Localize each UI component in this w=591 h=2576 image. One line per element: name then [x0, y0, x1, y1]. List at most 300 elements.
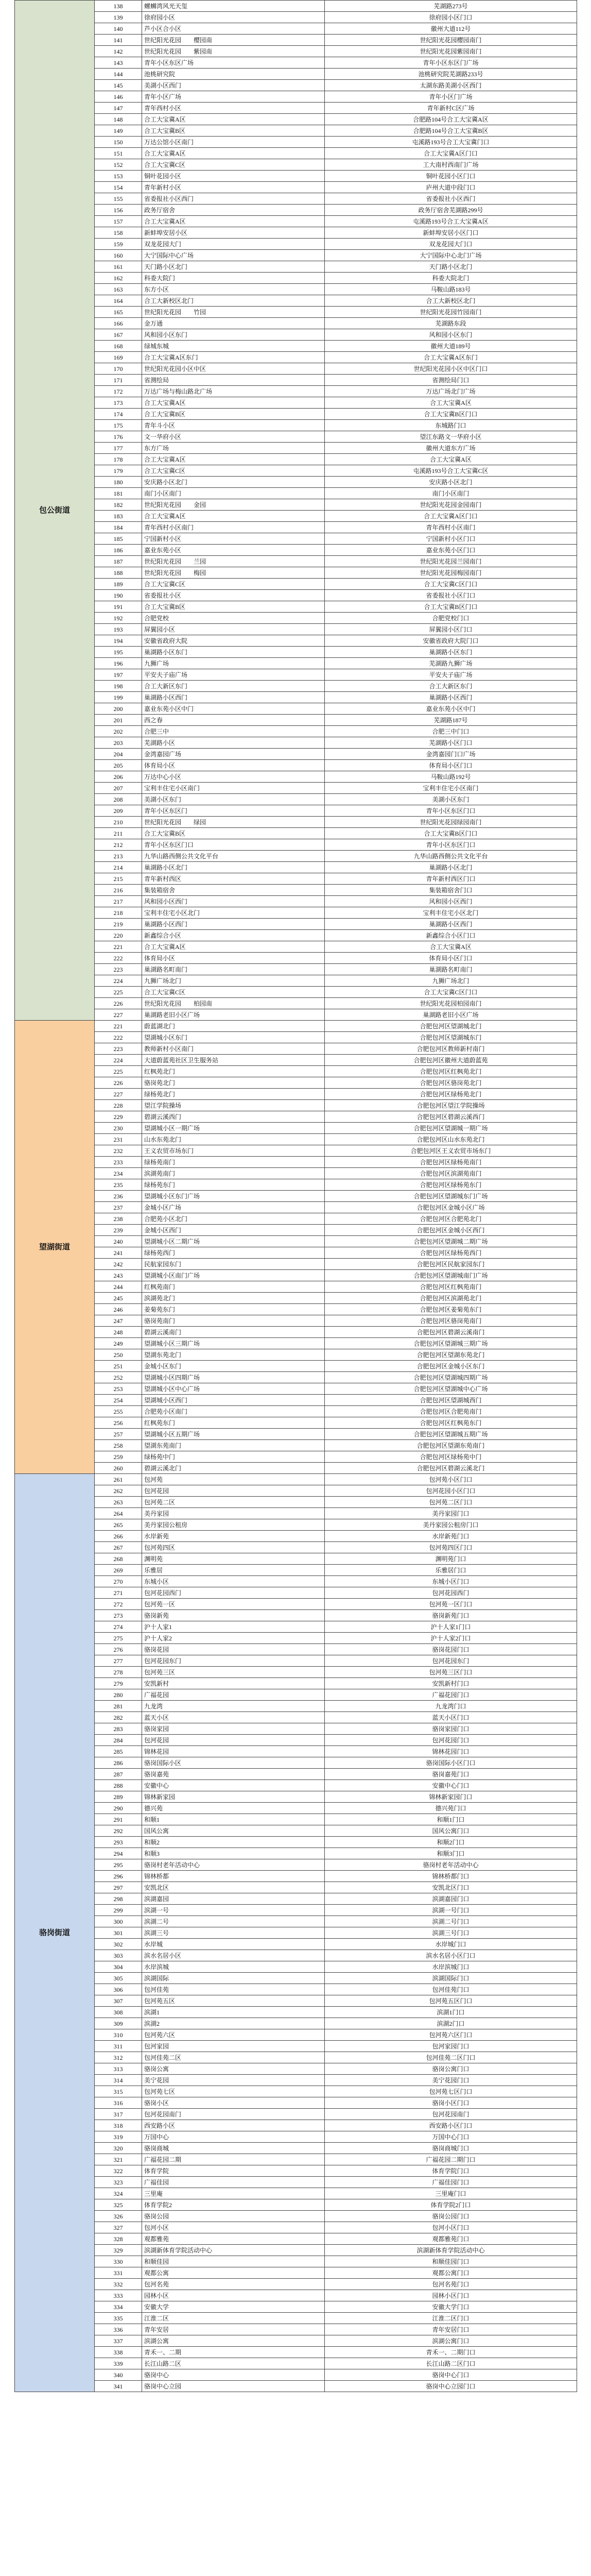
table-row [15, 2177, 577, 2188]
table-row [15, 341, 577, 352]
row-number: 293 [95, 1837, 142, 1848]
table-row [15, 2222, 577, 2233]
row-number: 300 [95, 1916, 142, 1927]
site-location: 宝利丰住宅小区北门 [325, 907, 577, 919]
table-row [15, 1531, 577, 1542]
site-location: 合肥三中门口 [325, 726, 577, 737]
table-row [15, 975, 577, 987]
site-location: 庐州大道中段门口 [325, 182, 577, 193]
table-row [15, 851, 577, 862]
site-name: 合工大宝冀B区 [142, 828, 325, 839]
table-row [15, 1123, 577, 1134]
site-name: 碧湖云溪南门 [142, 1327, 325, 1338]
table-row [15, 1157, 577, 1168]
row-number: 333 [95, 2290, 142, 2301]
site-location: 合肥包河区滨湖苑北门 [325, 1293, 577, 1304]
row-number: 232 [95, 1145, 142, 1157]
site-name: 江淮二区 [142, 2313, 325, 2324]
site-name: 王义农贸市场东门 [142, 1145, 325, 1157]
row-number: 206 [95, 771, 142, 783]
table-row [15, 397, 577, 409]
table-row [15, 1769, 577, 1780]
row-number: 236 [95, 1191, 142, 1202]
site-name: 巢湖路老旧小区广场 [142, 1009, 325, 1021]
table-row [15, 1871, 577, 1882]
table-row [15, 545, 577, 556]
table-row [15, 2188, 577, 2199]
site-name: 望湖城小区东门 [142, 1032, 325, 1043]
row-number: 244 [95, 1281, 142, 1293]
table-row [15, 1655, 577, 1667]
table-row [15, 1429, 577, 1440]
row-number: 213 [95, 851, 142, 862]
table-row [15, 2358, 577, 2369]
site-location: 合工大新区东门 [325, 681, 577, 692]
site-name: 世纪阳光花园 梅园 [142, 567, 325, 579]
site-location: 万国中心门口 [325, 2131, 577, 2143]
site-name: 骆岗中心 [142, 2369, 325, 2381]
site-name: 双龙花园大门 [142, 239, 325, 250]
site-location: 合肥包河区绿杨苑北门 [325, 1089, 577, 1100]
site-location: 安徽大学门口 [325, 2301, 577, 2313]
row-number: 248 [95, 1327, 142, 1338]
row-number: 283 [95, 1723, 142, 1735]
table-row [15, 749, 577, 760]
table-row [15, 1950, 577, 1961]
site-location: 世纪阳光花园兰园南门 [325, 556, 577, 567]
row-number: 143 [95, 57, 142, 69]
row-number: 209 [95, 805, 142, 817]
site-location: 合肥包河区望湖城五期广场 [325, 1429, 577, 1440]
site-location: 滨湖三号门口 [325, 1927, 577, 1939]
table-row [15, 148, 577, 159]
site-name: 碧湖云溪北门 [142, 1463, 325, 1474]
site-name: 东城小区 [142, 1576, 325, 1587]
site-name: 骆岗商城 [142, 2143, 325, 2154]
row-number: 190 [95, 590, 142, 601]
site-location: 美宁花园门口 [325, 2075, 577, 2086]
site-name: 骆岗公园 [142, 2211, 325, 2222]
site-location: 安庆路小区北门 [325, 477, 577, 488]
site-location: 安凯北区门口 [325, 1882, 577, 1893]
site-location: 骆岗村老年活动中心 [325, 1859, 577, 1871]
site-name: 包河花园南门 [142, 2109, 325, 2120]
site-name: 滨湖三号 [142, 1927, 325, 1939]
site-location: 世纪阳光花园樱园南门 [325, 35, 577, 46]
site-location: 合肥包河区望湖东苑北门 [325, 1349, 577, 1361]
row-number: 181 [95, 488, 142, 499]
site-location: 九龙湾门口 [325, 1701, 577, 1712]
row-number: 199 [95, 692, 142, 703]
site-name: 新鑫综合小区 [142, 930, 325, 941]
row-number: 336 [95, 2324, 142, 2335]
site-name: 世纪阳光花园 竹园 [142, 307, 325, 318]
row-number: 201 [95, 715, 142, 726]
site-location: 合工大新校区北门 [325, 295, 577, 307]
site-name: 滨湖苑北门 [142, 1293, 325, 1304]
site-location: 合肥包河区望湖东苑南门 [325, 1440, 577, 1451]
table-row [15, 1315, 577, 1327]
site-name: 体育学院 [142, 2165, 325, 2177]
table-row [15, 601, 577, 613]
site-name: 万达中心小区 [142, 771, 325, 783]
site-name: 合工大宝冀A区 [142, 454, 325, 465]
row-number: 142 [95, 46, 142, 57]
site-location: 合肥包河区碧湖云溪南门 [325, 1327, 577, 1338]
table-row [15, 2245, 577, 2256]
site-location: 合工大宝冀B区门口 [325, 828, 577, 839]
site-name: 九龙湾 [142, 1701, 325, 1712]
table-row [15, 2313, 577, 2324]
site-location: 巢湖路老旧小区广场 [325, 1009, 577, 1021]
site-name: 合工大宝冀A区 [142, 511, 325, 522]
site-location: 天门路小区北门 [325, 261, 577, 273]
row-number: 334 [95, 2301, 142, 2313]
row-number: 228 [95, 1100, 142, 1111]
table-row [15, 171, 577, 182]
site-location: 包河名苑门口 [325, 2279, 577, 2290]
site-location: 合肥包河区望湖城南门广场 [325, 1270, 577, 1281]
site-name: 和顺3 [142, 1848, 325, 1859]
site-name: 巢湖路小区西门 [142, 919, 325, 930]
site-name: 长江山路二区 [142, 2358, 325, 2369]
site-location: 合工大宝冀A区 [325, 454, 577, 465]
table-row [15, 454, 577, 465]
row-number: 249 [95, 1338, 142, 1349]
site-location: 合肥包河区王义农贸市场东门 [325, 1145, 577, 1157]
site-location: 嘉业东苑小区中门 [325, 703, 577, 715]
site-name: 红枫苑东门 [142, 1417, 325, 1429]
table-row [15, 1270, 577, 1281]
site-name: 沪十人家1 [142, 1621, 325, 1633]
row-number: 158 [95, 227, 142, 239]
table-row [15, 839, 577, 851]
row-number: 186 [95, 545, 142, 556]
table-row [15, 205, 577, 216]
site-name: 蔚蓝湖北门 [142, 1021, 325, 1032]
site-location: 锦林花园门口 [325, 1746, 577, 1757]
row-number: 255 [95, 1406, 142, 1417]
row-number: 305 [95, 1973, 142, 1984]
row-number: 263 [95, 1497, 142, 1508]
row-number: 152 [95, 159, 142, 171]
site-location: 九华山路西侧公共文化平台 [325, 851, 577, 862]
table-row [15, 1633, 577, 1644]
site-name: 金城小区东门 [142, 1361, 325, 1372]
table-row [15, 182, 577, 193]
site-location: 和顺佳园门口 [325, 2256, 577, 2267]
row-number: 189 [95, 579, 142, 590]
table-row [15, 885, 577, 896]
site-name: 合工大宝冀C区 [142, 159, 325, 171]
site-location: 合肥包河区绿杨苑南门 [325, 1157, 577, 1168]
site-location: 合肥包河区望湖城东门 [325, 1032, 577, 1043]
site-location: 合肥包河区红枫苑东门 [325, 1417, 577, 1429]
table-row [15, 1179, 577, 1191]
site-name: 包河苑 [142, 1474, 325, 1485]
row-number: 175 [95, 420, 142, 431]
site-location: 合肥包河区望湖城北门 [325, 1021, 577, 1032]
site-location: 合工大宝冀A区 [325, 941, 577, 953]
row-number: 266 [95, 1531, 142, 1542]
row-number: 167 [95, 329, 142, 341]
table-row [15, 352, 577, 363]
table-row [15, 703, 577, 715]
row-number: 180 [95, 477, 142, 488]
site-name: 望湖城小区西门 [142, 1395, 325, 1406]
site-name: 西安路小区 [142, 2120, 325, 2131]
row-number: 337 [95, 2335, 142, 2347]
site-name: 金城小区广场 [142, 1202, 325, 1213]
site-name: 包河花园 [142, 1485, 325, 1497]
site-name: 青年小区东区门 [142, 805, 325, 817]
site-name: 屏翼园小区 [142, 624, 325, 635]
row-number: 202 [95, 726, 142, 737]
table-row [15, 284, 577, 295]
row-number: 322 [95, 2165, 142, 2177]
site-location: 巢湖路名町南门 [325, 964, 577, 975]
table-row [15, 2097, 577, 2109]
site-location: 合肥包河区碧湖云溪北门 [325, 1463, 577, 1474]
site-name: 九狮广场北门 [142, 975, 325, 987]
site-name: 合工大新区东门 [142, 681, 325, 692]
row-number: 251 [95, 1361, 142, 1372]
row-number: 308 [95, 2007, 142, 2018]
site-name: 滨湖1 [142, 2007, 325, 2018]
site-name: 巢湖路小区西门 [142, 692, 325, 703]
site-name: 青年斗小区 [142, 420, 325, 431]
site-location: 广福花园二期门口 [325, 2154, 577, 2165]
table-row [15, 125, 577, 137]
table-row [15, 1077, 577, 1089]
table-row [15, 465, 577, 477]
site-name: 包河家园 [142, 2041, 325, 2052]
site-location: 观都雅苑门口 [325, 2233, 577, 2245]
site-location: 滨水名居小区门口 [325, 1950, 577, 1961]
table-row [15, 817, 577, 828]
table-row [15, 579, 577, 590]
site-name: 省测绘局 [142, 375, 325, 386]
site-location: 合工大宝冀C区门口 [325, 579, 577, 590]
row-number: 309 [95, 2018, 142, 2029]
row-number: 332 [95, 2279, 142, 2290]
site-location: 包河花园门口 [325, 1735, 577, 1746]
site-name: 绿杨苑西门 [142, 1247, 325, 1259]
row-number: 257 [95, 1429, 142, 1440]
site-location: 徽州大道东方广场 [325, 443, 577, 454]
site-location: 骆岗小区门口 [325, 2097, 577, 2109]
site-list-table [14, 0, 577, 2392]
site-name: 合工大宝冀A区东门 [142, 352, 325, 363]
table-row [15, 1440, 577, 1451]
site-name: 安凯北区 [142, 1882, 325, 1893]
table-row [15, 726, 577, 737]
table-row [15, 137, 577, 148]
site-location: 省委报社小区西门 [325, 193, 577, 205]
site-location: 包河家园门口 [325, 2041, 577, 2052]
site-location: 包河苑小区门口 [325, 1474, 577, 1485]
row-number: 291 [95, 1814, 142, 1825]
table-row [15, 2165, 577, 2177]
row-number: 274 [95, 1621, 142, 1633]
site-name: 南门小区南门 [142, 488, 325, 499]
table-row [15, 862, 577, 873]
row-number: 258 [95, 1440, 142, 1451]
table-row [15, 1032, 577, 1043]
site-location: 安徽中心门口 [325, 1780, 577, 1791]
site-location: 政务厅宿舍芜湖路299号 [325, 205, 577, 216]
site-name: 蓝天小区 [142, 1712, 325, 1723]
site-name: 巢湖路名町南门 [142, 964, 325, 975]
row-number: 324 [95, 2188, 142, 2199]
site-location: 南门小区南门 [325, 488, 577, 499]
row-number: 288 [95, 1780, 142, 1791]
site-location: 青年新村西区门口 [325, 873, 577, 885]
site-name: 集装箱宿舍 [142, 885, 325, 896]
site-location: 西安路小区门口 [325, 2120, 577, 2131]
site-location: 合肥包河区合肥苑北门 [325, 1213, 577, 1225]
row-number: 198 [95, 681, 142, 692]
row-number: 169 [95, 352, 142, 363]
site-name: 滨水名居小区 [142, 1950, 325, 1961]
row-number: 296 [95, 1871, 142, 1882]
site-name: 合肥苑小区南门 [142, 1406, 325, 1417]
row-number: 187 [95, 556, 142, 567]
site-location: 包河苑三区门口 [325, 1667, 577, 1678]
table-row [15, 1055, 577, 1066]
table-row [15, 1803, 577, 1814]
site-name: 政务厅宿舍 [142, 205, 325, 216]
site-location: 芜湖路273号 [325, 1, 577, 12]
table-row [15, 2279, 577, 2290]
table-row [15, 2267, 577, 2279]
row-number: 312 [95, 2052, 142, 2063]
site-name: 包河名苑 [142, 2279, 325, 2290]
table-row [15, 522, 577, 533]
site-location: 骆岗花园门口 [325, 1644, 577, 1655]
row-number: 147 [95, 103, 142, 114]
site-location: 巢湖路小区北门 [325, 862, 577, 873]
table-row [15, 760, 577, 771]
table-row [15, 1100, 577, 1111]
site-location: 园林小区门口 [325, 2290, 577, 2301]
table-row [15, 613, 577, 624]
row-number: 222 [95, 953, 142, 964]
site-location: 万达广场北门广场 [325, 386, 577, 397]
site-location: 合肥包河区徽州大道蔚蓝苑 [325, 1055, 577, 1066]
row-number: 208 [95, 794, 142, 805]
site-location: 合肥包河区望江学院操场 [325, 1100, 577, 1111]
site-location: 骆岗公园门口 [325, 2211, 577, 2222]
table-row [15, 590, 577, 601]
site-location: 美湖小区东门 [325, 794, 577, 805]
table-row [15, 261, 577, 273]
site-name: 包河苑六区 [142, 2029, 325, 2041]
site-location: 骆岗新苑门口 [325, 1610, 577, 1621]
site-location: 芜湖路九狮广场 [325, 658, 577, 669]
row-number: 140 [95, 23, 142, 35]
site-name: 山水东苑北门 [142, 1134, 325, 1145]
table-row [15, 533, 577, 545]
table-row [15, 1361, 577, 1372]
site-location: 广福佳园门口 [325, 2177, 577, 2188]
site-name: 滨湖国际 [142, 1973, 325, 1984]
table-row [15, 1746, 577, 1757]
table-row [15, 1542, 577, 1553]
district-name: 望湖街道 [15, 1021, 95, 1474]
site-name: 望湖城小区四期广场 [142, 1372, 325, 1383]
table-row [15, 273, 577, 284]
row-number: 203 [95, 737, 142, 749]
site-location: 体育学院2门口 [325, 2199, 577, 2211]
site-name: 巢湖路小区北门 [142, 862, 325, 873]
table-row [15, 2029, 577, 2041]
table-row [15, 681, 577, 692]
site-name: 望湖城小区东门广场 [142, 1191, 325, 1202]
table-row [15, 80, 577, 91]
row-number: 174 [95, 409, 142, 420]
site-location: 合工大宝冀A区东门 [325, 352, 577, 363]
site-name: 合工大宝冀C区 [142, 987, 325, 998]
row-number: 272 [95, 1599, 142, 1610]
row-number: 218 [95, 907, 142, 919]
site-location: 和顺3门口 [325, 1848, 577, 1859]
row-number: 252 [95, 1372, 142, 1383]
table-row [15, 1259, 577, 1270]
site-location: 包河苑一区门口 [325, 1599, 577, 1610]
row-number: 323 [95, 2177, 142, 2188]
row-number: 329 [95, 2245, 142, 2256]
row-number: 155 [95, 193, 142, 205]
row-number: 161 [95, 261, 142, 273]
site-name: 合工大宝冀A区 [142, 941, 325, 953]
site-location: 包河佳苑二区门口 [325, 2052, 577, 2063]
site-location: 蓝天小区门口 [325, 1712, 577, 1723]
site-location: 美丹家园公租房门口 [325, 1519, 577, 1531]
table-row [15, 1383, 577, 1395]
table-row [15, 1814, 577, 1825]
site-name: 国风公寓 [142, 1825, 325, 1837]
site-location: 青年小区东区门口 [325, 839, 577, 851]
site-name: 骆岗嘉苑 [142, 1769, 325, 1780]
site-location: 滨湖嘉园门口 [325, 1893, 577, 1905]
site-location: 合肥包河区合肥苑南门 [325, 1406, 577, 1417]
row-number: 182 [95, 499, 142, 511]
site-location: 风和园小区西门 [325, 896, 577, 907]
site-name: 青年西村小区南门 [142, 522, 325, 533]
row-number: 281 [95, 1701, 142, 1712]
site-location: 安凯新村门口 [325, 1678, 577, 1689]
row-number: 197 [95, 669, 142, 681]
district-name: 包公街道 [15, 1, 95, 1021]
row-number: 269 [95, 1565, 142, 1576]
site-location: 体育学院门口 [325, 2165, 577, 2177]
row-number: 164 [95, 295, 142, 307]
table-row [15, 896, 577, 907]
table-row [15, 1, 577, 12]
site-location: 包河苑二区门口 [325, 1497, 577, 1508]
row-number: 276 [95, 1644, 142, 1655]
site-name: 青年小区东区广场 [142, 57, 325, 69]
table-row [15, 1882, 577, 1893]
site-location: 嘉业东苑小区门口 [325, 545, 577, 556]
site-location: 芜湖路小区门口 [325, 737, 577, 749]
site-name: 和顺2 [142, 1837, 325, 1848]
table-row [15, 1848, 577, 1859]
site-name: 世纪阳光花园 紫园南 [142, 46, 325, 57]
table-row [15, 624, 577, 635]
site-name: 青年新村西区 [142, 873, 325, 885]
